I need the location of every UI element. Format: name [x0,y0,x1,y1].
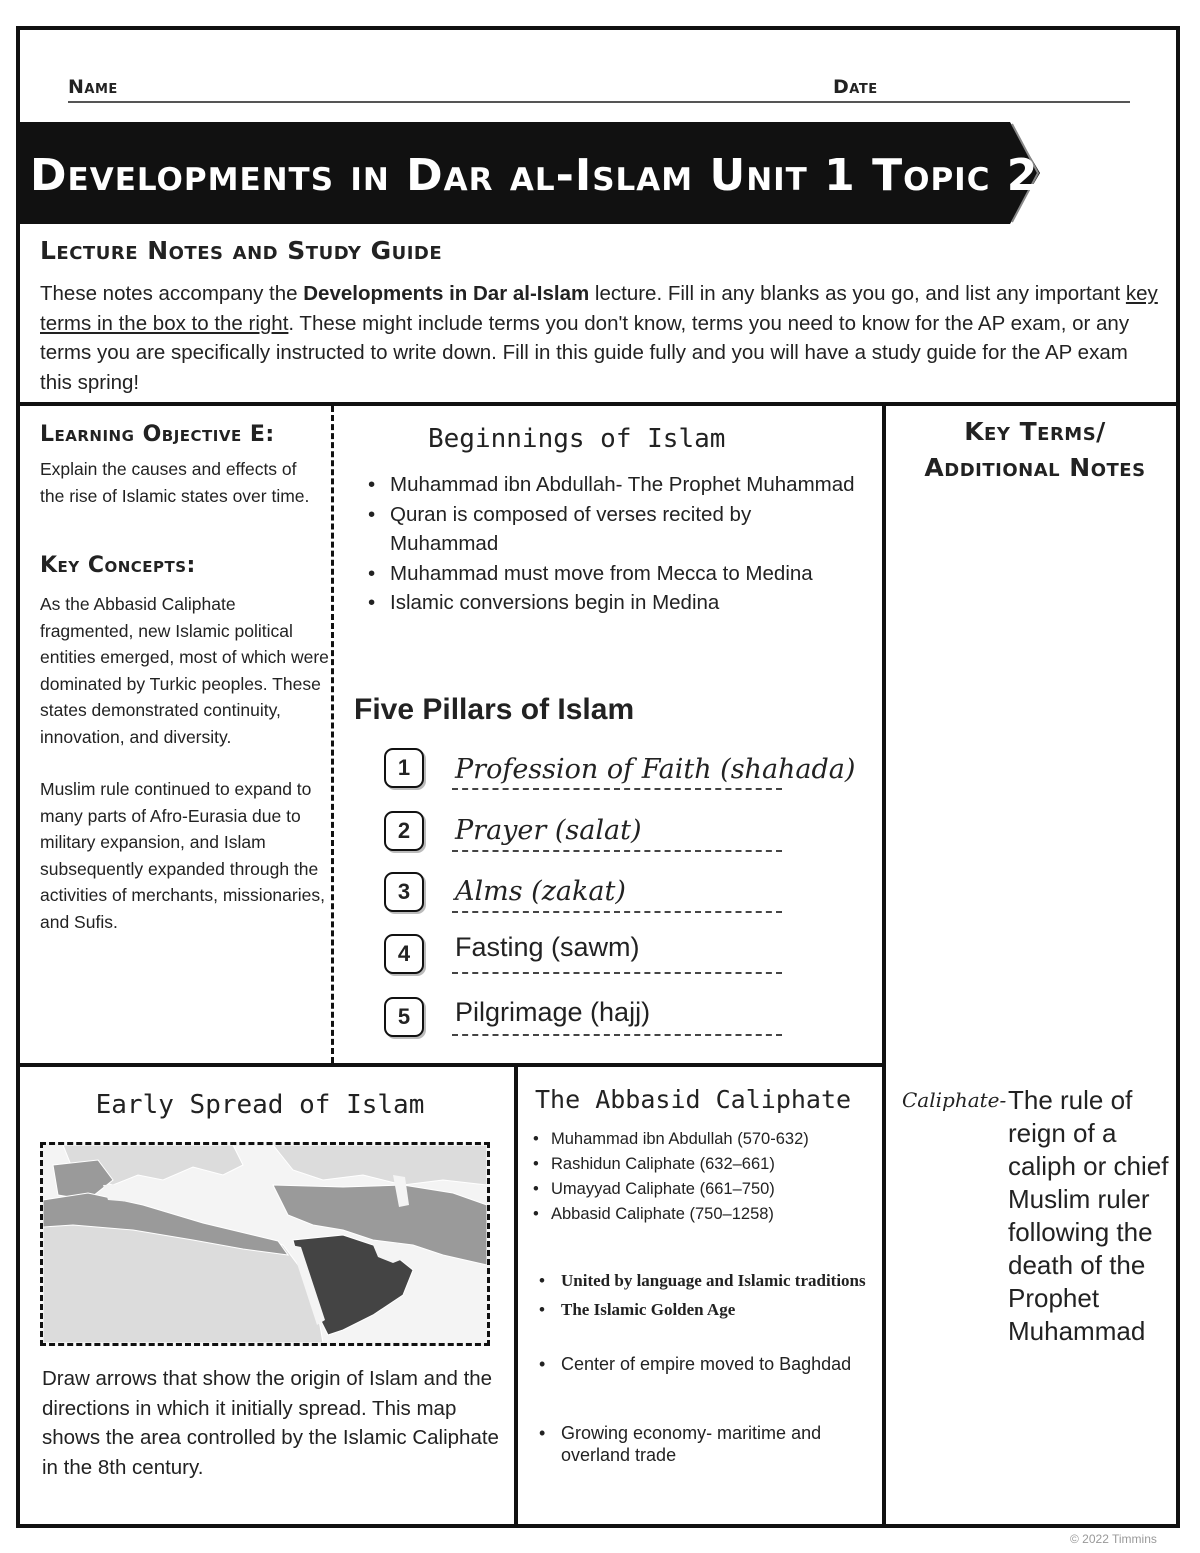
answer-line-2[interactable] [452,850,782,852]
divider-key-terms [882,404,886,1528]
learning-objective-text: Explain the causes and effects of the rise of Islamic states over time. [40,459,310,506]
pillar-number-5: 5 [384,997,424,1037]
name-date-line[interactable] [68,101,1130,103]
answer-line-3[interactable] [452,911,782,913]
list-item: • Islamic conversions begin in Medina [364,588,864,618]
key-terms-heading: Key Terms/ Additional Notes [924,417,1146,482]
abbasid-handwritten-notes [535,1353,875,1375]
pillar-number-4: 4 [384,934,424,974]
timeline-item: • Umayyad Caliphate (661–750) [533,1177,883,1202]
beginnings-list [364,470,864,618]
note-item[interactable]: • Center of empire moved to Baghdad [535,1353,875,1375]
divider-top [16,402,1180,406]
note-item[interactable]: • Growing economy- maritime and overland trade [535,1422,875,1466]
list-item: • Quran is composed of verses recited by Muhammad [364,500,864,559]
early-spread-heading: Early Spread of Islam [95,1090,425,1120]
pillar-number-2: 2 [384,811,424,851]
key-concepts-paragraph-1: As the Abbasid Caliphate fragmented, new Islamic political entities emerged, most of which were dominated by Turkic peoples. These states demonstrated continuity, innovation, and diversity. [40,594,329,747]
page-title: Developments in Dar al-Islam Unit 1 Topic 2 [30,150,1039,201]
answer-line-4[interactable] [452,972,782,974]
date-label: Date [833,76,878,98]
list-item: • Muhammad must move from Mecca to Medina [364,559,864,589]
timeline-item: • Muhammad ibn Abdullah (570-632) [533,1127,883,1152]
answer-line-5[interactable] [452,1034,782,1036]
intro-heading: Lecture Notes and Study Guide [40,236,443,265]
beginnings-heading: Beginnings of Islam [428,424,726,454]
key-term-caliphate[interactable]: Caliphate- [902,1088,1007,1112]
pillar-answer-1[interactable]: Profession of Faith (shahada) [455,754,856,785]
five-pillars-heading: Five Pillars of Islam [354,693,635,726]
learning-objective-heading: Learning Objective E: [40,422,275,447]
intro-paragraph: These notes accompany the Developments in Dar al-Islam lecture. Fill in any blanks as you go, and list any important key terms in the box to the right. These might include terms you don't know, terms you need to know for the AP exam, or any terms you are specifically instructed to write down. Fill in this guide fully and you will have a study guide for the AP exam this spring! [40,282,1158,394]
pillar-answer-3[interactable]: Alms (zakat) [455,876,626,907]
pillar-answer-2[interactable]: Prayer (salat) [455,815,642,846]
pillar-answer-5[interactable]: Pilgrimage (hajj) [455,997,651,1027]
key-concepts-paragraph-2: Muslim rule continued to expand to many parts of Afro-Eurasia due to military expansion, and Islam subsequently expanded through the activities of merchants, missionaries, and Sufis. [40,779,325,932]
answer-line-1[interactable] [452,788,782,790]
list-item: • Muhammad ibn Abdullah- The Prophet Muhammad [364,470,864,500]
caliphate-timeline [533,1127,883,1227]
pillar-number-1: 1 [384,748,424,788]
name-label: Name [68,76,118,98]
key-term-definition[interactable]: The rule of reign of a caliph or chief Muslim ruler following the death of the Prophet Muhammad [1008,1085,1169,1346]
map-image [43,1145,487,1343]
divider-bottom [514,1065,518,1528]
key-concepts-heading: Key Concepts: [40,553,196,578]
list-item: • United by language and Islamic traditions [535,1266,875,1295]
abbasid-heading: The Abbasid Caliphate [535,1085,852,1114]
timeline-item: • Rashidun Caliphate (632–661) [533,1152,883,1177]
copyright: © 2022 Timmins [1070,1532,1157,1546]
abbasid-notes-list [535,1266,875,1324]
key-concepts-text [40,591,330,935]
divider-dashed [331,406,334,1063]
timeline-item: • Abbasid Caliphate (750–1258) [533,1202,883,1227]
pillar-number-3: 3 [384,872,424,912]
divider-middle [16,1063,884,1067]
abbasid-handwritten-notes-2 [535,1422,875,1466]
map-instructions: Draw arrows that show the origin of Islam and the directions in which it initially spread. This map shows the area controlled by the Islamic Caliphate in the 8th century. [42,1367,499,1479]
pillar-answer-4[interactable]: Fasting (sawm) [455,932,640,962]
caliphate-map[interactable] [40,1142,490,1346]
list-item: • The Islamic Golden Age [535,1295,875,1324]
